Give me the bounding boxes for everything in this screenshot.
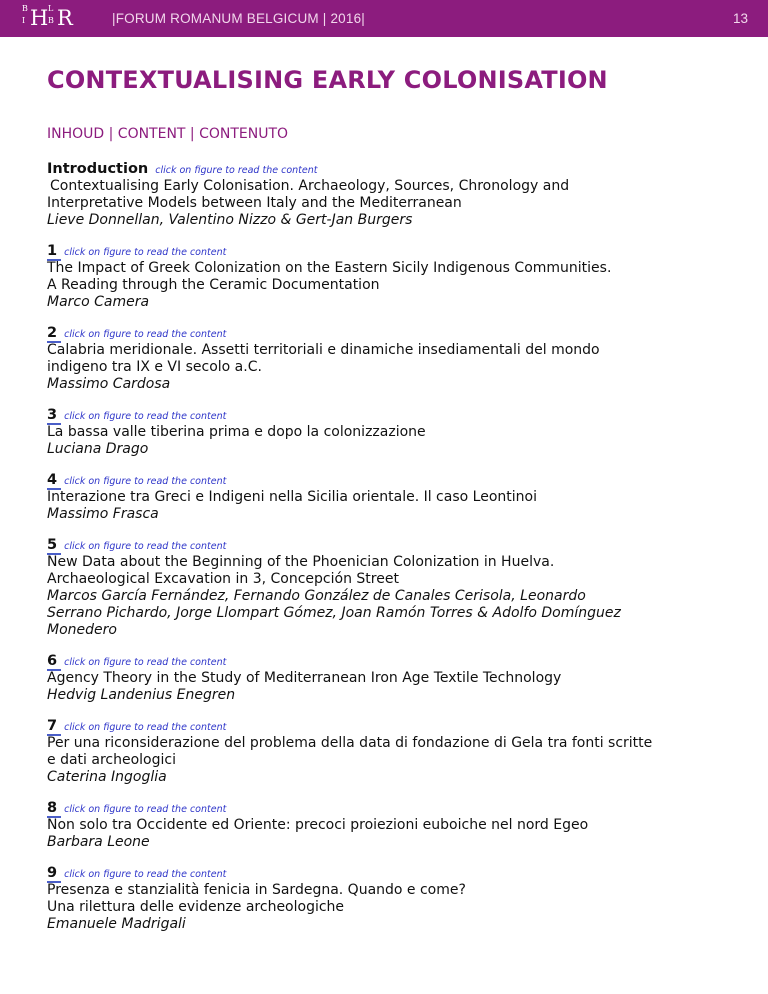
toc-entry — [47, 162, 737, 229]
logo-letter: H — [30, 6, 49, 30]
toc-entry — [47, 538, 737, 639]
read-content-hint[interactable]: click on figure to read the content — [155, 165, 318, 176]
toc-entry — [47, 326, 737, 393]
chapter-title-line: Una rilettura delle evidenze archeologiche — [47, 899, 345, 915]
toc-entry-marker — [47, 408, 737, 424]
journal-name: |FORUM ROMANUM BELGICUM | 2016| — [112, 11, 366, 26]
chapter-author-line: Serrano Pichardo, Jorge Llompart Gómez, Joan Ramón Torres & Adolfo Domínguez — [47, 605, 621, 621]
chapter-title-line: Calabria meridionale. Assetti territoriali e dinamiche insediamentali del mondo — [47, 342, 600, 358]
chapter-number-link[interactable]: 2 — [47, 326, 61, 343]
chapter-number-link[interactable]: 6 — [47, 654, 61, 671]
logo-letter: B — [22, 4, 28, 13]
toc-entry-marker — [47, 162, 737, 178]
page-title: CONTEXTUALISING EARLY COLONISATION — [47, 66, 608, 94]
logo-letter: B — [48, 16, 54, 25]
chapter-author-line: Hedvig Landenius Enegren — [47, 687, 236, 703]
chapter-number-link[interactable]: 5 — [47, 538, 61, 555]
toc-heading: INHOUD | CONTENT | CONTENUTO — [47, 126, 289, 142]
chapter-title-line: indigeno tra IX e VI secolo a.C. — [47, 359, 262, 375]
chapter-author-line: Massimo Frasca — [47, 506, 159, 522]
chapter-title-line: Contextualising Early Colonisation. Archaeology, Sources, Chronology and — [50, 178, 570, 194]
toc-entry — [47, 654, 737, 704]
chapter-author-line: Massimo Cardosa — [47, 376, 171, 392]
chapter-title-line: Interpretative Models between Italy and the Mediterranean — [47, 195, 462, 211]
toc-entry — [47, 473, 737, 523]
chapter-author-line: Emanuele Madrigali — [47, 916, 186, 932]
toc-entry-marker — [47, 719, 737, 735]
toc-list — [47, 162, 737, 948]
logo-letter: L — [48, 4, 54, 13]
chapter-number-link[interactable]: 3 — [47, 408, 61, 425]
toc-entry — [47, 719, 737, 786]
chapter-title-line: Per una riconsiderazione del problema della data di fondazione di Gela tra fonti scritte — [47, 735, 653, 751]
chapter-number-link[interactable]: 9 — [47, 866, 61, 883]
chapter-number-link[interactable]: 7 — [47, 719, 61, 736]
read-content-hint[interactable]: click on figure to read the content — [64, 869, 227, 880]
chapter-title-line: Presenza e stanzialità fenicia in Sardegna. Quando e come? — [47, 882, 466, 898]
chapter-title-line: Non solo tra Occidente ed Oriente: precoci proiezioni euboiche nel nord Egeo — [47, 817, 589, 833]
introduction-link[interactable]: Introduction — [47, 161, 149, 177]
chapter-author-line: Barbara Leone — [47, 834, 150, 850]
toc-entry-marker — [47, 801, 737, 817]
toc-entry-marker — [47, 654, 737, 670]
toc-entry — [47, 244, 737, 311]
chapter-author-line: Marco Camera — [47, 294, 150, 310]
chapter-title-line: e dati archeologici — [47, 752, 176, 768]
chapter-title-line: The Impact of Greek Colonization on the Eastern Sicily Indigenous Communities. — [47, 260, 612, 276]
chapter-title-line: Archaeological Excavation in 3, Concepción Street — [47, 571, 399, 587]
logo-letter: R — [57, 6, 73, 30]
chapter-number-link[interactable]: 4 — [47, 473, 61, 490]
toc-entry — [47, 801, 737, 851]
page-number: 13 — [732, 11, 748, 26]
chapter-author-line: Caterina Ingoglia — [47, 769, 167, 785]
read-content-hint[interactable]: click on figure to read the content — [64, 329, 227, 340]
read-content-hint[interactable]: click on figure to read the content — [64, 804, 227, 815]
chapter-author-line: Luciana Drago — [47, 441, 149, 457]
toc-entry-marker — [47, 866, 737, 882]
chapter-author-line: Monedero — [47, 622, 117, 638]
toc-entry — [47, 866, 737, 933]
toc-entry-marker — [47, 538, 737, 554]
chapter-author-line: Marcos García Fernández, Fernando González de Canales Cerisola, Leonardo — [47, 588, 586, 604]
toc-entry — [47, 408, 737, 458]
logo-letter: I — [22, 16, 26, 25]
read-content-hint[interactable]: click on figure to read the content — [64, 722, 227, 733]
read-content-hint[interactable]: click on figure to read the content — [64, 411, 227, 422]
chapter-author-line: Lieve Donnellan, Valentino Nizzo & Gert-Jan Burgers — [47, 212, 413, 228]
read-content-hint[interactable]: click on figure to read the content — [64, 247, 227, 258]
chapter-title-line: La bassa valle tiberina prima e dopo la colonizzazione — [47, 424, 426, 440]
read-content-hint[interactable]: click on figure to read the content — [64, 541, 227, 552]
chapter-title-line: New Data about the Beginning of the Phoenician Colonization in Huelva. — [47, 554, 555, 570]
toc-entry-marker — [47, 244, 737, 260]
page-header — [0, 0, 768, 37]
chapter-title-line: A Reading through the Ceramic Documentation — [47, 277, 380, 293]
read-content-hint[interactable]: click on figure to read the content — [64, 476, 227, 487]
toc-entry-marker — [47, 326, 737, 342]
chapter-number-link[interactable]: 8 — [47, 801, 61, 818]
chapter-number-link[interactable]: 1 — [47, 244, 61, 261]
chapter-title-line: Interazione tra Greci e Indigeni nella Sicilia orientale. Il caso Leontinoi — [47, 489, 537, 505]
chapter-title-line: Agency Theory in the Study of Mediterranean Iron Age Textile Technology — [47, 670, 562, 686]
toc-entry-marker — [47, 473, 737, 489]
read-content-hint[interactable]: click on figure to read the content — [64, 657, 227, 668]
